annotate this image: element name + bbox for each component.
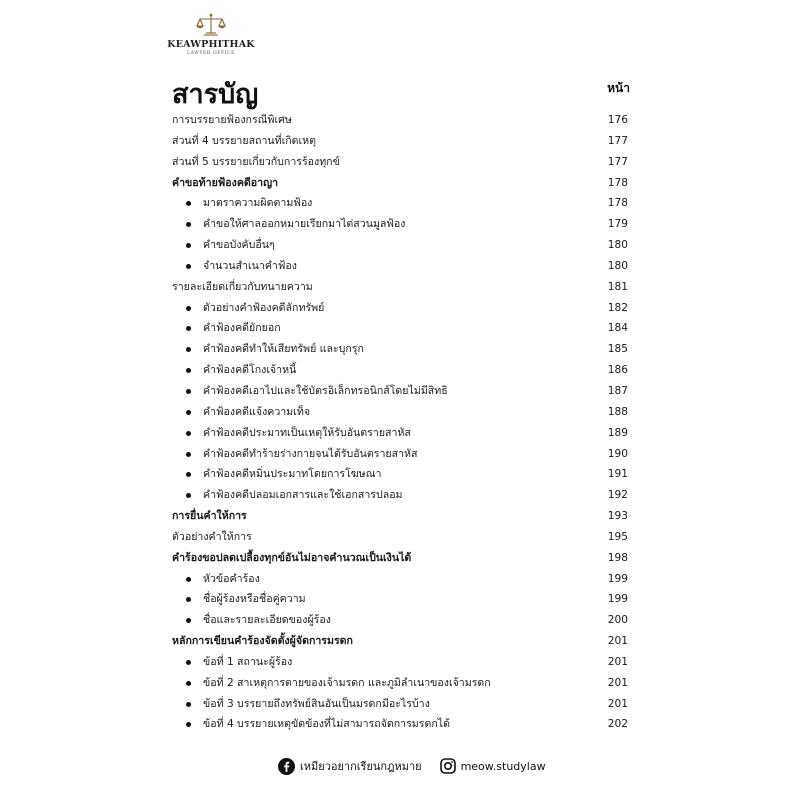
table-of-contents — [172, 110, 628, 735]
toc-entry-page: 199 — [607, 572, 628, 585]
toc-entry[interactable] — [172, 548, 628, 569]
bullet-icon — [186, 347, 191, 352]
toc-entry-page: 199 — [607, 593, 628, 606]
toc-entry[interactable] — [172, 277, 628, 298]
toc-entry-label: ตัวอย่างคำฟ้องคดีลักทรัพย์ — [203, 301, 325, 314]
toc-subentry[interactable] — [172, 360, 628, 381]
toc-entry-page: 187 — [607, 384, 628, 397]
bullet-icon — [186, 368, 191, 373]
toc-entry-page: 201 — [607, 676, 628, 689]
toc-entry-page: 195 — [607, 530, 628, 543]
bullet-icon — [186, 452, 191, 457]
toc-entry-page: 193 — [607, 510, 628, 523]
toc-entry-label: ชื่อผู้ร้องหรือชื่อคู่ความ — [203, 593, 306, 606]
instagram-link[interactable] — [440, 758, 546, 774]
toc-entry-label: ข้อที่ 1 สถานะผู้ร้อง — [203, 655, 293, 668]
toc-subentry[interactable] — [172, 235, 628, 256]
toc-entry-page: 182 — [607, 301, 628, 314]
toc-entry-page: 192 — [607, 489, 628, 502]
toc-entry-page: 180 — [607, 259, 628, 272]
toc-entry-label: คำฟ้องคดีหมิ่นประมาทโดยการโฆษณา — [203, 468, 382, 481]
toc-entry-page: 201 — [607, 635, 628, 648]
logo-name: KEAWPHITHAK — [167, 39, 255, 50]
toc-entry-label: การบรรยายฟ้องกรณีพิเศษ — [172, 114, 292, 126]
toc-entry-page: 180 — [607, 239, 628, 252]
toc-entry-page: 190 — [607, 447, 628, 460]
bullet-icon — [186, 389, 191, 394]
toc-subentry[interactable] — [172, 610, 628, 631]
toc-entry-page: 189 — [607, 426, 628, 439]
bullet-icon — [186, 702, 191, 707]
toc-subentry[interactable] — [172, 714, 628, 735]
toc-entry-label: คำฟ้องคดีแจ้งความเท็จ — [203, 405, 311, 418]
toc-entry-page: 201 — [607, 655, 628, 668]
toc-entry-label: คำฟ้องคดีทำร้ายร่างกายจนได้รับอันตรายสาหัส — [203, 447, 418, 460]
toc-entry-page: 201 — [607, 697, 628, 710]
toc-subentry[interactable] — [172, 444, 628, 465]
toc-entry[interactable] — [172, 110, 628, 131]
toc-entry-label: ตัวอย่างคำให้การ — [172, 530, 252, 543]
toc-entry-page: 176 — [607, 114, 628, 126]
facebook-link[interactable] — [278, 757, 422, 775]
bullet-icon — [186, 201, 191, 206]
toc-subentry[interactable] — [172, 694, 628, 715]
facebook-page-name: เหมียวอยากเรียนกฎหมาย — [300, 760, 422, 773]
bullet-icon — [186, 722, 191, 727]
toc-subentry[interactable] — [172, 339, 628, 360]
toc-subentry[interactable] — [172, 318, 628, 339]
toc-entry-page: 177 — [607, 155, 628, 168]
toc-entry-label: ส่วนที่ 4 บรรยายสถานที่เกิดเหตุ — [172, 134, 317, 147]
toc-entry-label: หลักการเขียนคำร้องจัดตั้งผู้จัดการมรดก — [172, 635, 353, 648]
toc-subentry[interactable] — [172, 569, 628, 590]
toc-entry-label: ชื่อและรายละเอียดของผู้ร้อง — [203, 614, 331, 627]
toc-subentry[interactable] — [172, 193, 628, 214]
bullet-icon — [186, 577, 191, 582]
toc-entry-page: 198 — [607, 551, 628, 564]
logo-subtitle: LAWYER OFFICE — [187, 51, 235, 56]
toc-entry-page: 184 — [607, 322, 628, 335]
toc-subentry[interactable] — [172, 652, 628, 673]
toc-entry-page: 202 — [607, 718, 628, 731]
toc-entry-page: 181 — [607, 280, 628, 293]
bullet-icon — [186, 326, 191, 331]
toc-entry[interactable] — [172, 131, 628, 152]
toc-subentry[interactable] — [172, 381, 628, 402]
bullet-icon — [186, 306, 191, 311]
toc-entry-label: ข้อที่ 2 สาเหตุการตายของเจ้ามรดก และภูมิลำเนาของเจ้ามรดก — [203, 676, 491, 689]
bullet-icon — [186, 410, 191, 415]
toc-entry[interactable] — [172, 173, 628, 194]
bullet-icon — [186, 472, 191, 477]
law-office-logo — [161, 12, 261, 56]
toc-entry-label: คำฟ้องคดีประมาทเป็นเหตุให้รับอันตรายสาหัส — [203, 426, 411, 439]
bullet-icon — [186, 264, 191, 269]
toc-entry-page: 178 — [607, 176, 628, 189]
toc-entry[interactable] — [172, 152, 628, 173]
toc-entry[interactable] — [172, 527, 628, 548]
toc-entry-label: การยื่นคำให้การ — [172, 510, 247, 523]
toc-subentry[interactable] — [172, 589, 628, 610]
bullet-icon — [186, 681, 191, 686]
toc-entry-label: คำฟ้องคดีทำให้เสียทรัพย์ และบุกรุก — [203, 343, 364, 356]
toc-entry-label: หัวข้อคำร้อง — [203, 572, 260, 585]
bullet-icon — [186, 618, 191, 623]
toc-entry-page: 178 — [607, 197, 628, 210]
toc-entry-label: คำขอท้ายฟ้องคดีอาญา — [172, 176, 279, 189]
toc-entry-label: คำร้องขอปลดเปลื้องทุกข์อันไม่อาจคำนวณเป็นเงินได้ — [172, 551, 412, 564]
page-number-heading: หน้า — [607, 81, 630, 95]
toc-entry-label: ข้อที่ 3 บรรยายถึงทรัพย์สินอันเป็นมรดกมีอะไรบ้าง — [203, 697, 430, 710]
instagram-icon — [440, 758, 456, 774]
toc-entry-label: รายละเอียดเกี่ยวกับทนายความ — [172, 280, 313, 293]
toc-entry-page: 179 — [607, 218, 628, 231]
toc-entry-page: 188 — [607, 405, 628, 418]
toc-entry-label: คำฟ้องคดีโกงเจ้าหนี้ — [203, 364, 297, 377]
toc-entry-label: จำนวนสำเนาคำฟ้อง — [203, 259, 297, 272]
toc-entry[interactable] — [172, 506, 628, 527]
toc-entry-page: 200 — [607, 614, 628, 627]
toc-subentry[interactable] — [172, 464, 628, 485]
toc-entry-label: คำขอบังคับอื่นๆ — [203, 239, 275, 252]
toc-entry[interactable] — [172, 631, 628, 652]
toc-entry-label: มาตราความผิดตามฟ้อง — [203, 197, 313, 210]
toc-entry-label: คำฟ้องคดีปลอมเอกสารและใช้เอกสารปลอม — [203, 489, 403, 502]
instagram-handle: meow.studylaw — [460, 759, 546, 773]
toc-subentry[interactable] — [172, 402, 628, 423]
toc-entry-page: 186 — [607, 364, 628, 377]
toc-subentry[interactable] — [172, 673, 628, 694]
toc-subentry[interactable] — [172, 485, 628, 506]
scales-of-justice-icon — [194, 12, 228, 38]
toc-entry-page: 191 — [607, 468, 628, 481]
bullet-icon — [186, 660, 191, 665]
toc-subentry[interactable] — [172, 423, 628, 444]
toc-entry-label: คำขอให้ศาลออกหมายเรียกมาไต่สวนมูลฟ้อง — [203, 218, 406, 231]
facebook-icon — [278, 758, 295, 775]
toc-entry-page: 177 — [607, 134, 628, 147]
toc-entry-label: ข้อที่ 4 บรรยายเหตุขัดข้องที่ไม่สามารถจัดการมรดกได้ — [203, 718, 450, 731]
page-title: สารบัญ — [172, 79, 259, 110]
toc-entry-page: 185 — [607, 343, 628, 356]
toc-entry-label: ส่วนที่ 5 บรรยายเกี่ยวกับการร้องทุกข์ — [172, 155, 340, 168]
toc-entry-label: คำฟ้องคดีเอาไปและใช้บัตรอิเล็กทรอนิกส์โดยไม่มีสิทธิ — [203, 384, 448, 397]
bullet-icon — [186, 243, 191, 248]
toc-subentry[interactable] — [172, 214, 628, 235]
toc-entry-label: คำฟ้องคดียักยอก — [203, 322, 281, 335]
toc-subentry[interactable] — [172, 256, 628, 277]
footer-social — [278, 754, 546, 778]
bullet-icon — [186, 493, 191, 498]
bullet-icon — [186, 222, 191, 227]
toc-subentry[interactable] — [172, 298, 628, 319]
bullet-icon — [186, 431, 191, 436]
bullet-icon — [186, 597, 191, 602]
